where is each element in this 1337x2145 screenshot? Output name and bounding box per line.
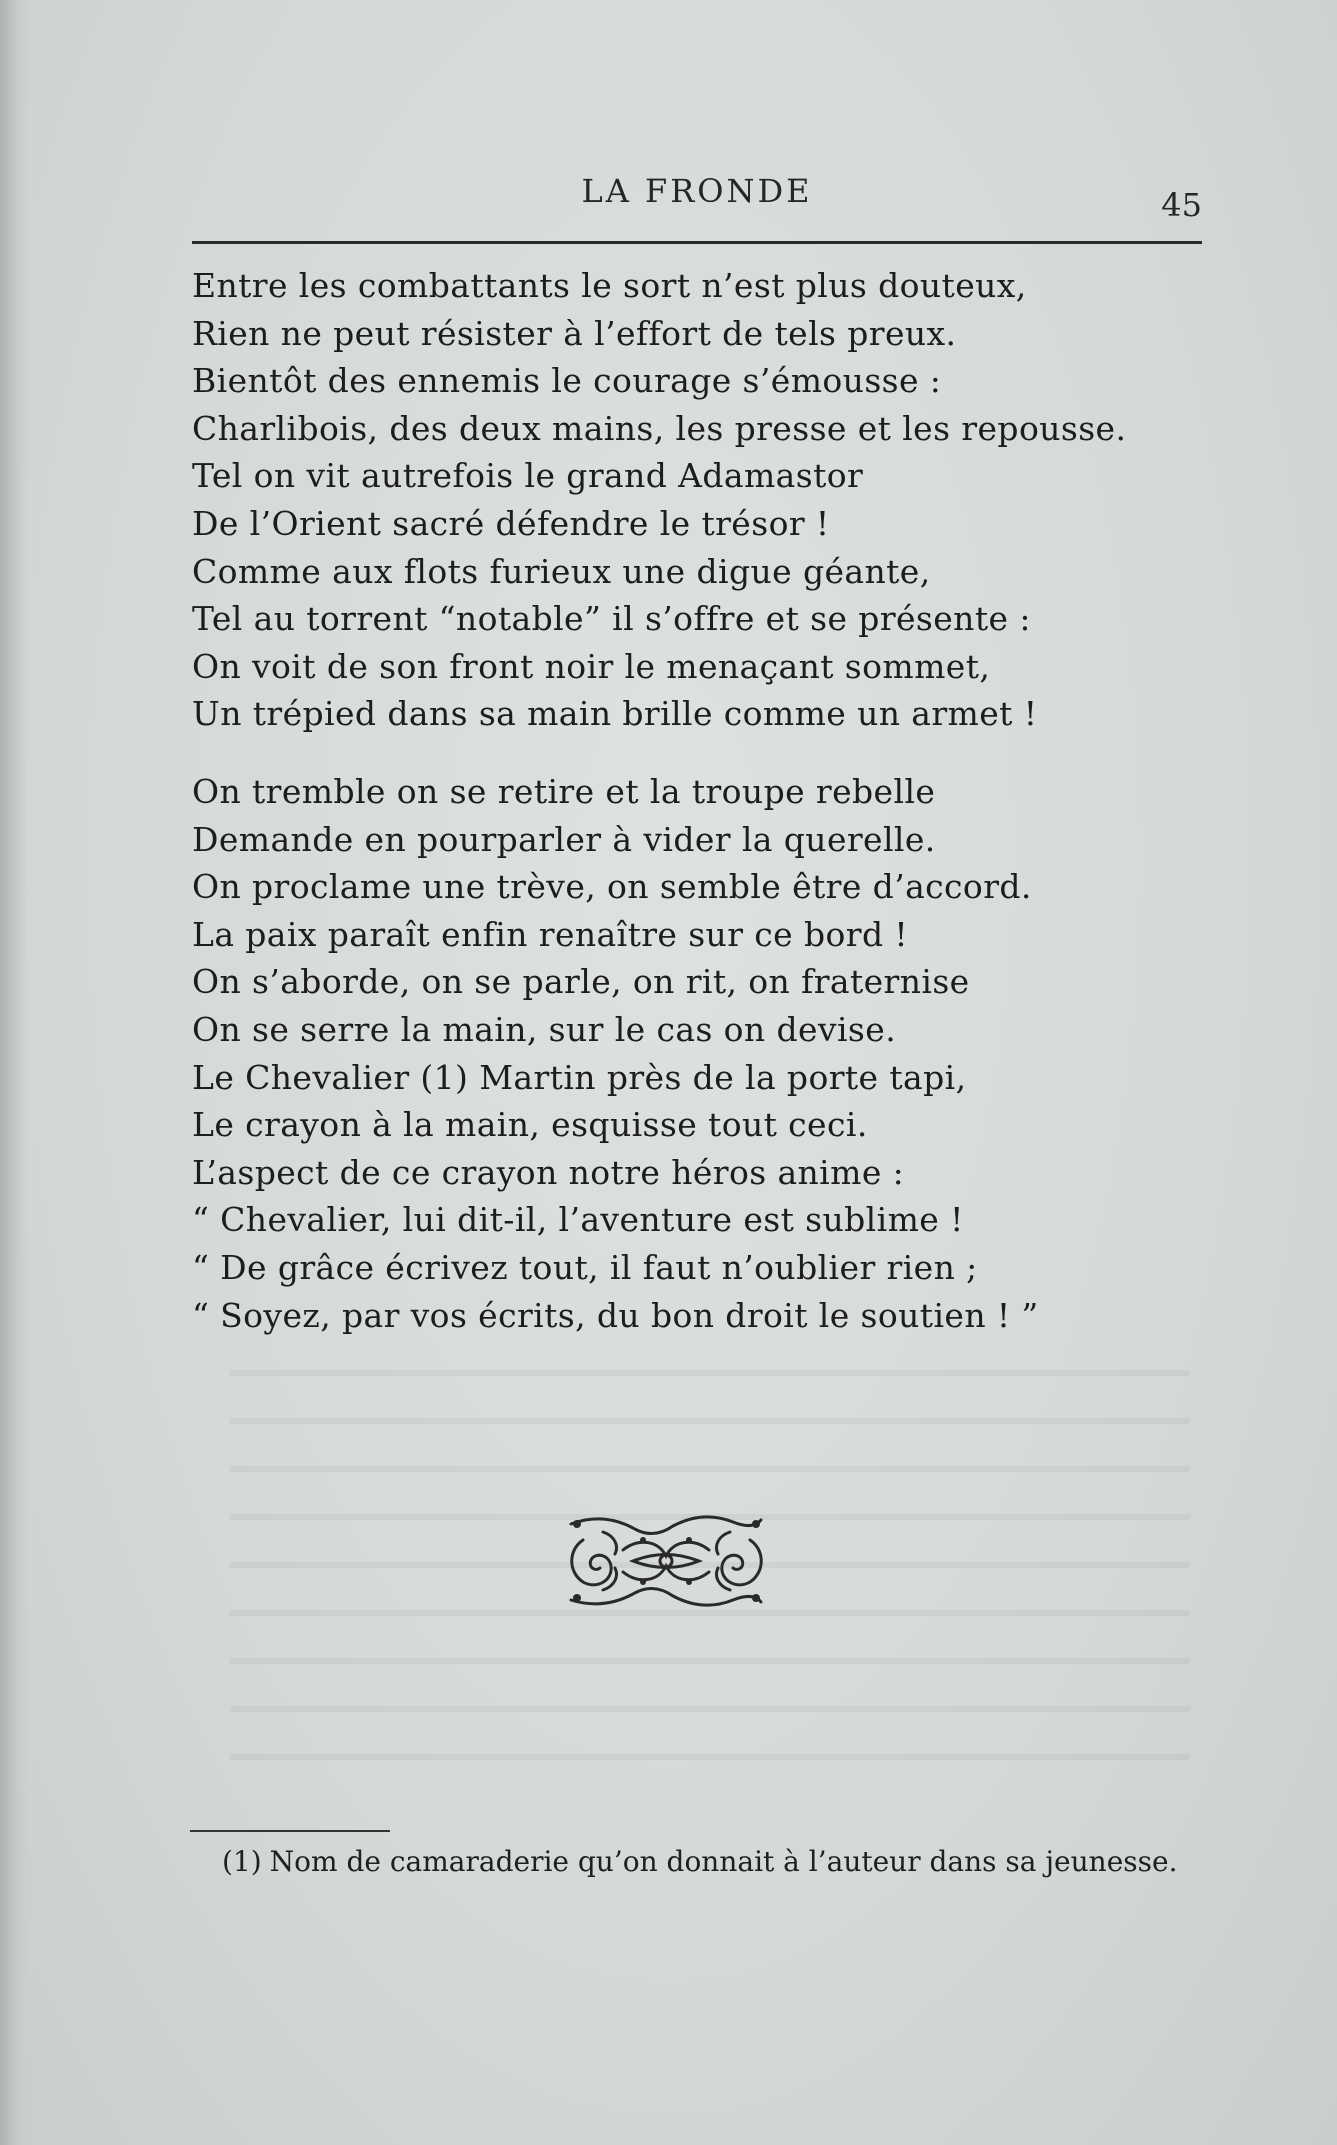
verse-line: On voit de son front noir le menaçant sommet, [192, 646, 991, 686]
verse-line: Rien ne peut résister à l’effort de tels preux. [192, 313, 957, 353]
verse-line: La paix paraît enfin renaître sur ce bord ! [192, 914, 909, 954]
header-rule [192, 241, 1202, 244]
page-binding-edge [0, 0, 28, 2145]
verse-line: Charlibois, des deux mains, les presse et les repousse. [192, 408, 1127, 448]
verse-line: Le Chevalier (1) Martin près de la porte tapi, [192, 1057, 967, 1097]
verse-line: “ Soyez, par vos écrits, du bon droit le soutien ! ” [192, 1295, 1039, 1335]
verse-line: De l’Orient sacré défendre le trésor ! [192, 503, 830, 543]
verse-line: On s’aborde, on se parle, on rit, on fraternise [192, 962, 970, 1002]
running-title: LA FRONDE [581, 172, 813, 210]
verse-line: Comme aux flots furieux une digue géante, [192, 551, 931, 591]
verse-line: “ Chevalier, lui dit-il, l’aventure est sublime ! [192, 1200, 964, 1240]
footnote-text: Nom de camaraderie qu’on donnait à l’auteur dans sa jeunesse. [269, 1845, 1178, 1878]
verse-line: Tel on vit autrefois le grand Adamastor [192, 456, 864, 496]
verse-line: Tel au torrent “notable” il s’offre et se présente : [192, 599, 1031, 639]
verse-line: On tremble on se retire et la troupe rebelle [192, 772, 936, 811]
verse-line: Bientôt des ennemis le courage s’émousse : [192, 361, 942, 401]
verse-line: On proclame une trève, on semble être d’accord. [192, 867, 1032, 907]
stanza-1 [192, 262, 1232, 738]
verse-line: L’aspect de ce crayon notre héros anime : [192, 1152, 905, 1192]
stanza-2 [192, 768, 1232, 1339]
page-number: 45 [1161, 186, 1202, 224]
verse-line: Demande en pourparler à vider la querelle. [192, 819, 936, 859]
footnote-marker: (1) [222, 1845, 262, 1878]
verse-line: Entre les combattants le sort n’est plus douteux, [192, 266, 1027, 305]
footnote [186, 1840, 1206, 1884]
footnote-rule [190, 1830, 390, 1832]
verse-line: Le crayon à la main, esquisse tout ceci. [192, 1105, 868, 1145]
running-head [192, 172, 1202, 242]
verse-line: On se serre la main, sur le cas on devise. [192, 1009, 897, 1049]
verse-line: Un trépied dans sa main brille comme un armet ! [192, 694, 1038, 734]
verse-line: “ De grâce écrivez tout, il faut n’oublier rien ; [192, 1247, 978, 1287]
scroll-ornament-icon [563, 1510, 770, 1612]
